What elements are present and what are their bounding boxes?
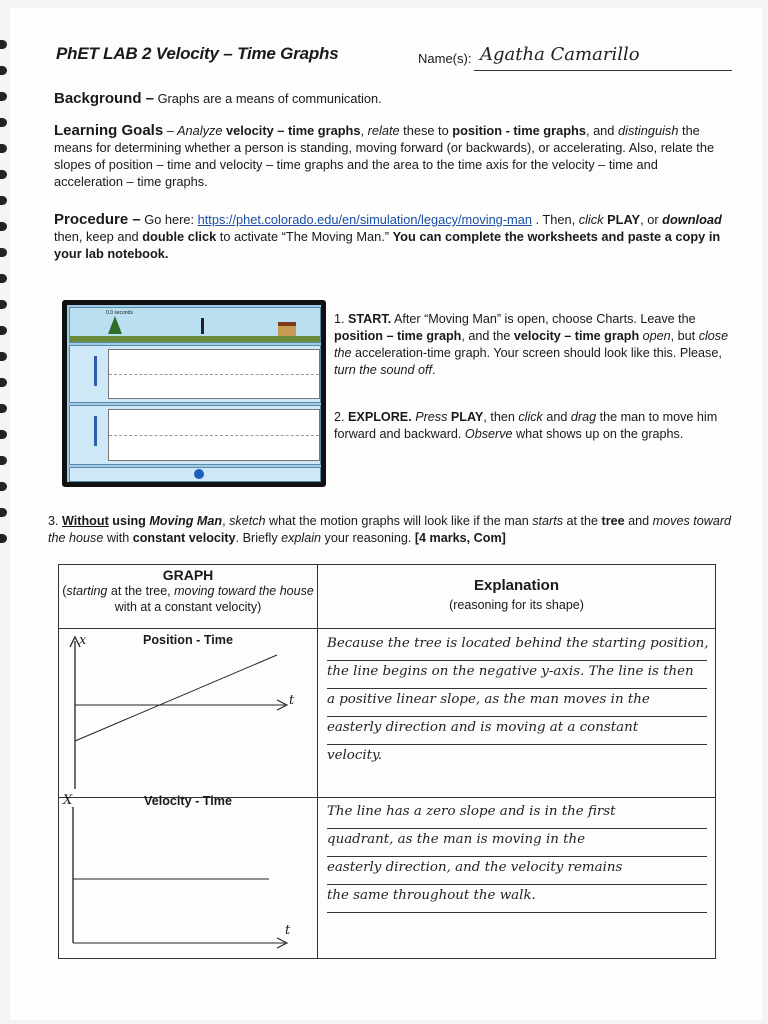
- play-icon: [194, 469, 204, 479]
- graph-sub-4: moving toward the house: [174, 584, 314, 598]
- step1-s3: , and the: [461, 329, 514, 343]
- proc-activate: to activate “The Moving Man.”: [216, 229, 393, 244]
- step-1-text: [334, 311, 734, 379]
- q3-s6: what the motion graphs will look like if the man: [265, 514, 533, 528]
- lg-dash: –: [163, 123, 177, 138]
- binder-holes: [0, 40, 8, 560]
- answer-line: the same throughout the walk.: [327, 885, 707, 913]
- q3-sketch: sketch: [229, 514, 266, 528]
- q3-s16: your reasoning.: [321, 531, 415, 545]
- background-heading: Background –: [54, 90, 155, 107]
- student-name: Agatha Camarillo: [480, 44, 640, 65]
- lg-vt-graphs: velocity – time graphs: [222, 123, 361, 138]
- answer-line: a positive linear slope, as the man moves in the: [327, 689, 707, 717]
- answer-table: [58, 564, 716, 959]
- position-x-axis-label: t: [289, 693, 295, 708]
- sim-clock: 0.0 seconds: [106, 310, 133, 316]
- simulation-link[interactable]: https://phet.colorado.edu/en/simulation/legacy/moving-man: [197, 212, 532, 227]
- graph-sub-3: at the tree,: [107, 584, 175, 598]
- procedure-paragraph: [54, 211, 730, 262]
- step2-s2: Press: [415, 410, 448, 424]
- step2-s6: and: [542, 410, 571, 424]
- proc-play: PLAY: [603, 212, 641, 227]
- answer-line: the line begins on the negative y-axis. The line is then: [327, 661, 707, 689]
- answer-line: easterly direction, and the velocity remains: [327, 857, 707, 885]
- q3-without: Without: [62, 514, 109, 528]
- q3-num: 3.: [48, 514, 63, 528]
- q3-constant-velocity: constant velocity: [132, 531, 236, 545]
- background-text: Graphs are a means of communication.: [154, 91, 382, 106]
- proc-then-keep: then, keep and: [54, 229, 143, 244]
- step1-s9: turn the sound off: [334, 363, 433, 377]
- step1-s8: acceleration-time graph. Your screen should look like this. Please,: [351, 346, 722, 360]
- position-time-explanation: [327, 633, 707, 772]
- graph-column-header: [59, 565, 317, 628]
- q3-explain: explain: [281, 531, 322, 545]
- step2-s3: PLAY: [447, 410, 484, 424]
- step2-s5: click: [518, 410, 543, 424]
- answer-line: velocity.: [327, 748, 383, 763]
- learning-goals-paragraph: [54, 122, 730, 190]
- step1-s1: After “Moving Man” is open, choose Charts. Leave the: [391, 312, 696, 326]
- man-icon: [201, 318, 204, 334]
- velocity-x-axis-label: t: [285, 923, 291, 938]
- position-time-title: Position - Time: [142, 633, 234, 647]
- q3-s10: and: [624, 514, 653, 528]
- sim-velocity-panel: [69, 405, 321, 465]
- sim-scene: [69, 307, 321, 343]
- sim-controls: [69, 467, 321, 482]
- graph-sub-2: starting: [66, 584, 108, 598]
- moving-man-screenshot: [62, 300, 326, 487]
- graph-header: GRAPH: [162, 567, 214, 583]
- step1-label: START.: [348, 312, 392, 326]
- velocity-time-title: Velocity - Time: [144, 794, 232, 808]
- explanation-subheader: (reasoning for its shape): [449, 598, 584, 612]
- q3-moves-toward: moves toward the house: [48, 514, 732, 545]
- step-2-text: [334, 409, 734, 443]
- lg-distinguish: distinguish: [617, 123, 679, 138]
- name-label: Name(s):: [418, 51, 472, 66]
- step1-s4: velocity – time graph: [513, 329, 640, 343]
- step2-s4: , then: [483, 410, 519, 424]
- step1-num: 1.: [334, 312, 349, 326]
- step2-s9: Observe: [464, 427, 513, 441]
- lg-these-to: these to: [399, 123, 453, 138]
- answer-line: The line has a zero slope and is in the first: [327, 801, 707, 829]
- lg-comma: ,: [360, 123, 368, 138]
- worksheet-title: PhET LAB 2 Velocity – Time Graphs: [56, 44, 339, 63]
- lg-pt-graphs: position - time graphs: [452, 123, 586, 138]
- q3-moving-man: Moving Man: [149, 514, 223, 528]
- lg-relate: relate: [367, 123, 400, 138]
- answer-line: Because the tree is located behind the starting position,: [327, 633, 707, 661]
- q3-marks: [4 marks, Com]: [414, 531, 506, 545]
- step2-s10: what shows up on the graphs.: [512, 427, 684, 441]
- sim-position-panel: [69, 345, 321, 403]
- velocity-time-explanation: [327, 801, 707, 913]
- graph-sub-1: (: [62, 584, 67, 598]
- learning-goals-heading: Learning Goals: [54, 122, 164, 139]
- proc-go-here: Go here:: [140, 212, 198, 227]
- lg-and: , and: [585, 123, 618, 138]
- proc-or: , or: [640, 212, 663, 227]
- velocity-time-sketch: [63, 797, 315, 957]
- lg-analyze: Analyze: [176, 123, 223, 138]
- position-y-axis-label: x: [79, 633, 87, 648]
- proc-double-click: double click: [142, 229, 217, 244]
- answer-line: easterly direction and is moving at a constant: [327, 717, 707, 745]
- question-3: [48, 513, 738, 547]
- proc-complete: You can complete the worksheets and paste a copy in your lab notebook.: [54, 229, 721, 261]
- q3-s4: ,: [222, 514, 230, 528]
- q3-s8: at the: [563, 514, 602, 528]
- step2-label: EXPLORE.: [348, 410, 412, 424]
- step1-s5: open: [639, 329, 671, 343]
- lg-rest: the means for determining whether a person is standing, moving forward (or backwards), or accelerating. Also, relate the slopes of position – time and velocity – time graphs and the area to the time axis for the velocity – time and acceleration – time graphs.: [54, 123, 715, 189]
- answer-line: quadrant, as the man is moving in the: [327, 829, 707, 857]
- tree-icon: [108, 316, 122, 334]
- proc-download: download: [662, 212, 722, 227]
- step2-num: 2.: [334, 410, 349, 424]
- position-time-sketch: [63, 629, 315, 797]
- proc-then: . Then,: [531, 212, 579, 227]
- step2-s7: drag: [570, 410, 597, 424]
- explanation-column-header: [318, 565, 715, 628]
- graph-sub-5: with at a constant velocity): [114, 600, 262, 614]
- q3-tree: tree: [601, 514, 625, 528]
- proc-click: click: [578, 212, 604, 227]
- step1-s7: close the: [334, 329, 729, 360]
- procedure-heading: Procedure –: [54, 211, 141, 228]
- q3-using: using: [108, 514, 150, 528]
- velocity-y-axis-label: X: [63, 793, 73, 808]
- explanation-header: Explanation: [473, 577, 559, 594]
- step1-s10: .: [432, 363, 436, 377]
- step2-s8: the man to move him forward and backward.: [334, 410, 718, 441]
- step1-s2: position – time graph: [334, 329, 462, 343]
- q3-starts: starts: [532, 514, 564, 528]
- step1-s6: , but: [670, 329, 699, 343]
- q3-s14: . Briefly: [235, 531, 282, 545]
- name-underline: [474, 70, 732, 71]
- background-paragraph: [54, 90, 730, 107]
- q3-s12: with: [103, 531, 133, 545]
